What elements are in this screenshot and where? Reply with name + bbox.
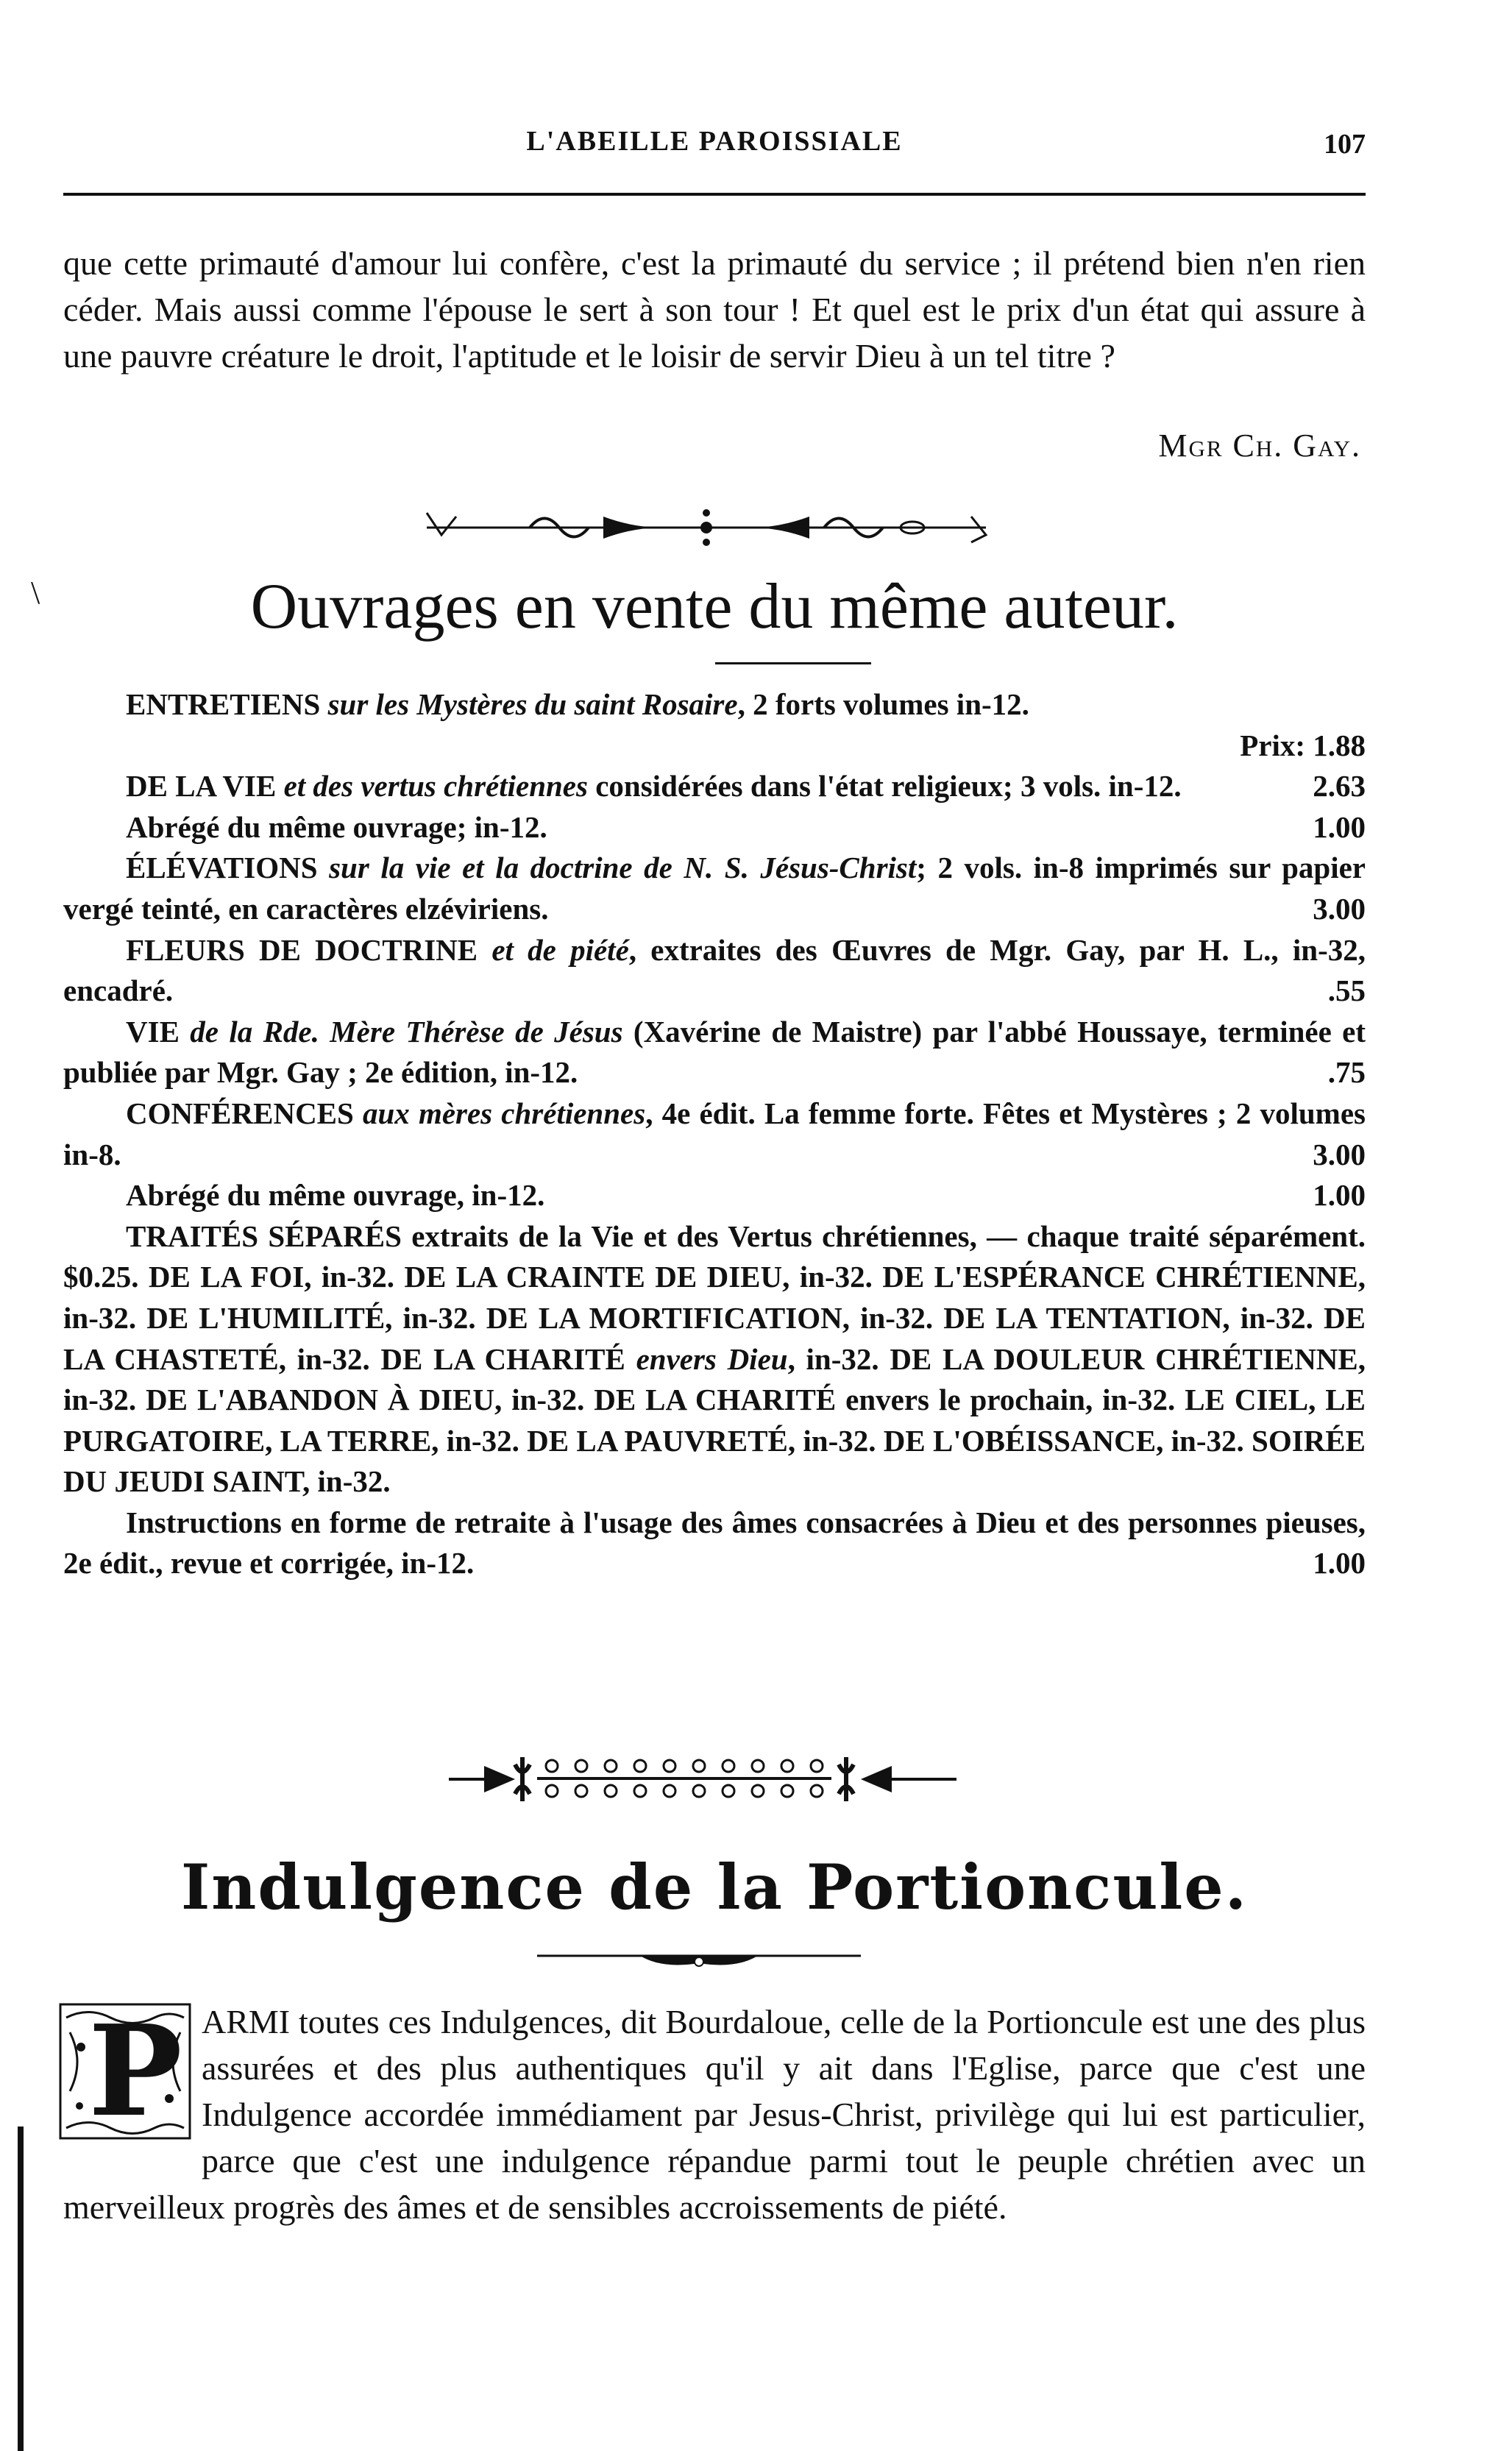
catalog-entry: TRAITÉS SÉPARÉS extraits de la Vie et des Vertus chrétiennes, — chaque traité séparément. $0.25. DE LA FOI, in-32. DE LA CRAINTE DE DIEU, in-32. DE L'ESPÉRANCE CHRÉTIENNE, in-32. DE L'HUMILITÉ, in-32. DE LA MORTIFICATION, in-32. DE LA TENTATION, in-32. DE LA CHASTETÉ, in-32. DE LA CHARITÉ envers Dieu, in-32. DE LA DOULEUR CHRÉTIENNE, in-32. DE L'ABANDON À DIEU, in-32. DE LA CHARITÉ envers le prochain, in-32. LE CIEL, LE PURGATOIRE, LA TERRE, in-32. DE LA PAUVRETÉ, in-32. DE L'OBÉISSANCE, in-32. SOIRÉE DU JEUDI SAINT, in-32. — [63, 1219, 1366, 1499]
ornament-scroll-icon — [537, 1950, 861, 1969]
catalog-entry: CONFÉRENCES aux mères chrétiennes, 4e édit. La femme forte. Fêtes et Mystères ; 2 volumes in-8. 3.00 — [63, 1093, 1366, 1175]
page-header — [63, 125, 1366, 169]
header-rule — [63, 193, 1366, 196]
catalog-price: 3.00 — [1313, 1137, 1366, 1171]
page-edge-bar — [18, 2127, 24, 2451]
quote-signature: Mgr Ch. Gay. — [1158, 428, 1361, 464]
ornament-divider-1 — [412, 502, 1001, 553]
ornament-divider-2 — [441, 1750, 971, 1806]
dropcap — [59, 1998, 191, 2145]
running-title: L'ABEILLE PAROISSIALE — [526, 126, 903, 157]
ornament-circles-icon — [441, 1750, 971, 1806]
section-title-works: Ouvrages en vente du même auteur. — [250, 571, 1179, 642]
catalog-entry: ÉLÉVATIONS sur la vie et la doctrine de N. S. Jésus-Christ; 2 vols. in-8 imprimés sur papier vergé teinté, en caractères elzéviriens. 3.00 — [63, 848, 1366, 929]
catalog-entry: Instructions en forme de retraite à l'usage des âmes consacrées à Dieu et des personnes pieuses, 2e édit., revue et corrigée, in-12. 1.00 — [63, 1503, 1366, 1584]
catalog-price: .75 — [1327, 1055, 1366, 1090]
indulgence-text: ARMI toutes ces Indulgences, dit Bourdaloue, celle de la Portioncule est une des plus assurées et des plus authentiques qu'il y ait dans l'Eglise, parce que c'est une Indulgence accordée immédiament par Jesus-Christ, privilège qui lui est particulier, parce que c'est une indulgence répandue parmi tout le peuple chrétien avec un merveilleux progrès des âmes et de sensibles accroissements de piété. — [63, 2003, 1366, 2226]
catalog-entry: ENTRETIENS sur les Mystères du saint Rosaire, 2 forts volumes in-12. — [126, 687, 1029, 721]
catalog-price: 1.00 — [1313, 1546, 1366, 1581]
indulgence-paragraph — [63, 1998, 1366, 2230]
catalog-entry: FLEURS DE DOCTRINE et de piété, extraites des Œuvres de Mgr. Gay, par H. L., in-32, encadré. .55 — [63, 930, 1366, 1012]
catalog-price: 1.00 — [1313, 809, 1366, 844]
margin-mark: \ — [31, 575, 40, 611]
dropcap-letter: P — [88, 1998, 182, 2145]
catalog-entry: DE LA VIE et des vertus chrétiennes considérées dans l'état religieux; 3 vols. in-12. 2.63 — [63, 766, 1366, 807]
ornament-vine-icon — [412, 502, 1001, 553]
ornament-divider-3 — [537, 1950, 861, 1969]
quote-paragraph: que cette primauté d'amour lui confère, c'est la primauté du service ; il prétend bien n'en rien céder. Mais aussi comme l'épouse le sert à son tour ! Et quel est le prix d'un état qui assure à une pauvre créature le droit, l'aptitude et le loisir de servir Dieu à un tel titre ? — [63, 244, 1366, 375]
works-catalog — [63, 684, 1366, 1584]
section-title-indulgence: Indulgence de la Portioncule. — [181, 1851, 1248, 1923]
catalog-price: .55 — [1327, 973, 1366, 1008]
catalog-entry: Abrégé du même ouvrage; in-12. 1.00 — [63, 807, 1366, 848]
catalog-entry: VIE de la Rde. Mère Thérèse de Jésus (Xavérine de Maistre) par l'abbé Houssaye, terminée et publiée par Mgr. Gay ; 2e édition, in-12. .75 — [63, 1012, 1366, 1093]
title-underline — [715, 662, 871, 664]
catalog-entry: Abrégé du même ouvrage, in-12. 1.00 — [63, 1175, 1366, 1216]
catalog-price: 3.00 — [1313, 891, 1366, 926]
catalog-price: 1.00 — [1313, 1178, 1366, 1213]
catalog-price: 2.63 — [1313, 769, 1366, 804]
page-number: 107 — [1324, 129, 1366, 160]
catalog-price-line: Prix: 1.88 — [1240, 728, 1366, 762]
